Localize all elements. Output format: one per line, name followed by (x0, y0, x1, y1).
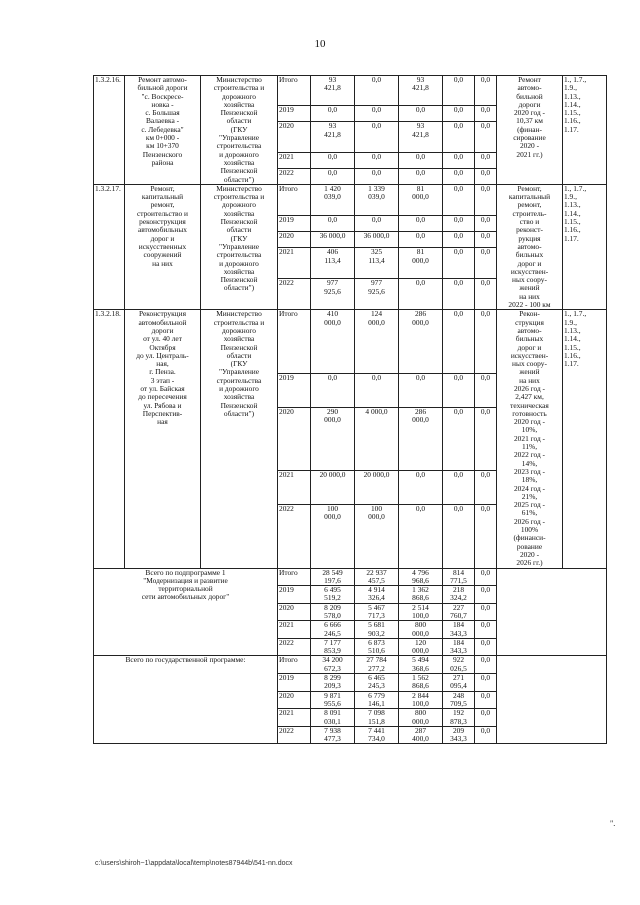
budget-cell: 0,0 (475, 168, 497, 184)
budget-cell: 0,0 (475, 279, 497, 310)
budget-cell: 271 095,4 (443, 674, 475, 692)
budget-cell: 0,0 (475, 76, 497, 106)
budget-cell: 0,0 (443, 122, 475, 152)
budget-cell: 0,0 (475, 621, 497, 639)
total-cell: 28 549 197,6 (311, 568, 355, 586)
item-code: 1.3.2.17. (94, 184, 125, 309)
budget-cell: 81 000,0 (399, 184, 443, 215)
budget-cell: 0,0 (475, 586, 497, 604)
total-cell: 6 495 519,2 (311, 586, 355, 604)
budget-cell: 0,0 (355, 373, 399, 407)
subtotal-row (94, 568, 607, 586)
table-row (94, 184, 607, 215)
budget-cell: 0,0 (399, 471, 443, 505)
total-cell: 0,0 (311, 168, 355, 184)
budget-cell: 0,0 (443, 471, 475, 505)
closing-quote-mark: ". (610, 819, 616, 828)
item-code: 1.3.2.16. (94, 76, 125, 185)
year-cell: 2021 (278, 709, 311, 727)
budget-cell: 0,0 (475, 568, 497, 586)
total-cell: 406 113,4 (311, 248, 355, 279)
year-cell: 2021 (278, 248, 311, 279)
budget-cell: 2 514 100,0 (399, 603, 443, 621)
budget-cell: 27 784 277,2 (355, 656, 399, 674)
year-cell: Итого (278, 656, 311, 674)
year-cell: 2020 (278, 122, 311, 152)
total-cell: 8 299 209,3 (311, 674, 355, 692)
item-name: Ремонт, капитальный ремонт, строительство и реконструкция автомобильных дорог и искусственных сооружений на них (125, 184, 201, 309)
total-cell: 93 421,8 (311, 122, 355, 152)
item-code: 1.3.2.18. (94, 310, 125, 568)
budget-cell: 0,0 (443, 184, 475, 215)
total-cell: 9 871 955,6 (311, 691, 355, 709)
budget-cell: 0,0 (399, 152, 443, 168)
budget-cell: 227 760,7 (443, 603, 475, 621)
budget-cell: 0,0 (443, 248, 475, 279)
year-cell: 2022 (278, 638, 311, 656)
budget-cell: 0,0 (443, 310, 475, 374)
item-name: Ремонт автомо- бильной дороги "с. Воскресе- новка - с. Большая Валаевка - с. Лебедевка" км 0+000 - км 10+370 Пензенского района (125, 76, 201, 185)
year-cell: Итого (278, 76, 311, 106)
budget-cell: 0,0 (475, 215, 497, 231)
total-cell: 8 209 578,0 (311, 603, 355, 621)
table-row (94, 76, 607, 106)
table-row (94, 310, 607, 374)
year-cell: Итого (278, 568, 311, 586)
budget-cell: 0,0 (475, 656, 497, 674)
year-cell: 2020 (278, 232, 311, 248)
budget-cell: 36 000,0 (355, 232, 399, 248)
year-cell: 2019 (278, 106, 311, 122)
budget-cell: 93 421,8 (399, 76, 443, 106)
total-cell: 93 421,8 (311, 76, 355, 106)
budget-cell: 0,0 (443, 152, 475, 168)
budget-cell: 0,0 (475, 603, 497, 621)
total-cell: 7 177 853,9 (311, 638, 355, 656)
budget-cell: 0,0 (399, 504, 443, 568)
budget-cell: 0,0 (475, 691, 497, 709)
budget-cell: 814 771,5 (443, 568, 475, 586)
budget-cell: 0,0 (475, 407, 497, 471)
budget-cell: 0,0 (443, 373, 475, 407)
budget-cell: 0,0 (399, 279, 443, 310)
year-cell: 2021 (278, 152, 311, 168)
year-cell: 2022 (278, 726, 311, 744)
budget-cell: 286 000,0 (399, 407, 443, 471)
total-cell: 6 666 246,5 (311, 621, 355, 639)
total-cell: 0,0 (311, 152, 355, 168)
total-cell: 100 000,0 (311, 504, 355, 568)
budget-cell: 0,0 (355, 168, 399, 184)
budget-cell: 248 709,5 (443, 691, 475, 709)
year-cell: 2022 (278, 279, 311, 310)
budget-cell: 120 000,0 (399, 638, 443, 656)
program-table (93, 75, 607, 744)
budget-cell: 124 000,0 (355, 310, 399, 374)
total-cell: 0,0 (311, 373, 355, 407)
budget-cell: 0,0 (475, 310, 497, 374)
budget-cell: 0,0 (475, 674, 497, 692)
budget-cell: 325 113,4 (355, 248, 399, 279)
budget-cell: 81 000,0 (399, 248, 443, 279)
total-cell: 36 000,0 (311, 232, 355, 248)
year-cell: 2020 (278, 407, 311, 471)
budget-cell: 1 339 039,0 (355, 184, 399, 215)
footer-file-path: c:\users\shiroh~1\appdata\local\temp\notes87944b\541-nn.docx (95, 860, 293, 867)
budget-cell: 4 914 326,4 (355, 586, 399, 604)
item-result: Ремонт, капитальный ремонт, строитель- ство и реконст- рукция автомо- бильных дорог и искусствен- ных соору- жений на них 2022 - 100 км (497, 184, 563, 309)
total-cell: 8 091 030,1 (311, 709, 355, 727)
year-cell: Итого (278, 310, 311, 374)
budget-cell: 6 465 245,3 (355, 674, 399, 692)
budget-cell: 192 878,3 (443, 709, 475, 727)
budget-cell: 0,0 (475, 373, 497, 407)
total-cell: 7 938 477,3 (311, 726, 355, 744)
budget-cell: 6 779 146,1 (355, 691, 399, 709)
budget-cell: 0,0 (443, 279, 475, 310)
budget-cell: 0,0 (475, 248, 497, 279)
subtotal-label: Всего по государственной программе: (94, 656, 278, 744)
budget-cell: 93 421,8 (399, 122, 443, 152)
item-links: 1., 1.7., 1.9., 1.13., 1.14., 1.15., 1.16., 1.17. (563, 76, 607, 185)
budget-cell: 0,0 (475, 709, 497, 727)
budget-cell: 0,0 (475, 471, 497, 505)
budget-cell: 6 873 510,6 (355, 638, 399, 656)
year-cell: 2022 (278, 504, 311, 568)
budget-cell: 218 324,2 (443, 586, 475, 604)
total-cell: 1 420 039,0 (311, 184, 355, 215)
total-cell: 20 000,0 (311, 471, 355, 505)
year-cell: 2019 (278, 373, 311, 407)
year-cell: 2021 (278, 471, 311, 505)
year-cell: 2022 (278, 168, 311, 184)
budget-cell: 0,0 (355, 122, 399, 152)
subtotal-row (94, 656, 607, 674)
budget-cell: 184 343,3 (443, 621, 475, 639)
total-cell: 410 000,0 (311, 310, 355, 374)
budget-cell: 0,0 (443, 168, 475, 184)
budget-cell: 0,0 (399, 106, 443, 122)
budget-cell: 0,0 (475, 726, 497, 744)
empty-cell (497, 656, 607, 744)
item-result: Ремонт автомо- бильной дороги 2020 год - 10,37 км (финан- сирование 2020 - 2021 гг.) (497, 76, 563, 185)
budget-cell: 0,0 (475, 152, 497, 168)
year-cell: 2021 (278, 621, 311, 639)
item-executor: Министерство строительства и дорожного хозяйства Пензенской области (ГКУ "Управление строительства и дорожного хозяйства Пензенской области") (201, 310, 278, 568)
budget-cell: 1 562 868,6 (399, 674, 443, 692)
empty-cell (497, 568, 607, 656)
budget-cell: 5 494 368,6 (399, 656, 443, 674)
budget-cell: 7 098 151,8 (355, 709, 399, 727)
subtotal-label: Всего по подпрограмме 1 "Модернизация и развитие территориальной сети автомобильных дорог" (94, 568, 278, 656)
budget-cell: 100 000,0 (355, 504, 399, 568)
budget-cell: 286 000,0 (399, 310, 443, 374)
item-name: Реконструкция автомобильной дороги от ул. 40 лет Октября до ул. Централь- ная, г. Пенза. 3 этап - от ул. Байская до пересечения ул. Рябова и Перспектив- ная (125, 310, 201, 568)
budget-cell: 287 400,0 (399, 726, 443, 744)
budget-cell: 0,0 (475, 638, 497, 656)
item-executor: Министерство строительства и дорожного хозяйства Пензенской области (ГКУ "Управление строительства и дорожного хозяйства Пензенской области") (201, 76, 278, 185)
budget-cell: 922 026,5 (443, 656, 475, 674)
item-executor: Министерство строительства и дорожного хозяйства Пензенской области (ГКУ "Управление строительства и дорожного хозяйства Пензенской области") (201, 184, 278, 309)
budget-cell: 5 467 717,3 (355, 603, 399, 621)
budget-cell: 7 441 734,0 (355, 726, 399, 744)
budget-cell: 0,0 (399, 373, 443, 407)
budget-cell: 209 343,3 (443, 726, 475, 744)
year-cell: Итого (278, 184, 311, 215)
page-number: 10 (314, 38, 326, 50)
budget-cell: 0,0 (399, 168, 443, 184)
item-links: 1., 1.7., 1.9., 1.13., 1.14., 1.15., 1.16., 1.17. (563, 184, 607, 309)
budget-cell: 0,0 (475, 232, 497, 248)
item-links: 1., 1.7., 1.9., 1.13., 1.14., 1.15., 1.16., 1.17. (563, 310, 607, 568)
budget-cell: 5 681 903,2 (355, 621, 399, 639)
budget-cell: 0,0 (443, 76, 475, 106)
year-cell: 2020 (278, 603, 311, 621)
budget-cell: 0,0 (443, 106, 475, 122)
budget-cell: 1 362 868,6 (399, 586, 443, 604)
budget-cell: 4 000,0 (355, 407, 399, 471)
budget-cell: 0,0 (475, 106, 497, 122)
total-cell: 290 000,0 (311, 407, 355, 471)
total-cell: 34 200 672,3 (311, 656, 355, 674)
item-result: Рекон- струкция автомо- бильных дорог и искусствен- ных соору- жений на них 2026 год - 2,427 км, техническая готовность 2020 год - 10%, 2021 год - 11%, 2022 год - 14%, 2023 год - 18%, 2024 год - 21%, 2025 год - 61%, 2026 год - 100% (финанси- рование 2020 - 2026 гг.) (497, 310, 563, 568)
budget-cell: 4 796 968,6 (399, 568, 443, 586)
total-cell: 977 925,6 (311, 279, 355, 310)
budget-cell: 0,0 (443, 215, 475, 231)
budget-cell: 2 844 100,0 (399, 691, 443, 709)
year-cell: 2019 (278, 674, 311, 692)
budget-cell: 800 000,0 (399, 621, 443, 639)
total-cell: 0,0 (311, 215, 355, 231)
budget-cell: 0,0 (475, 504, 497, 568)
budget-cell: 0,0 (355, 106, 399, 122)
budget-cell: 0,0 (355, 215, 399, 231)
budget-cell: 0,0 (399, 215, 443, 231)
budget-cell: 0,0 (355, 152, 399, 168)
budget-cell: 0,0 (475, 184, 497, 215)
budget-cell: 0,0 (355, 76, 399, 106)
budget-cell: 800 000,0 (399, 709, 443, 727)
year-cell: 2020 (278, 691, 311, 709)
year-cell: 2019 (278, 215, 311, 231)
budget-cell: 0,0 (475, 122, 497, 152)
budget-cell: 0,0 (443, 407, 475, 471)
year-cell: 2019 (278, 586, 311, 604)
budget-cell: 977 925,6 (355, 279, 399, 310)
budget-cell: 20 000,0 (355, 471, 399, 505)
budget-cell: 22 937 457,5 (355, 568, 399, 586)
total-cell: 0,0 (311, 106, 355, 122)
budget-cell: 0,0 (443, 232, 475, 248)
budget-cell: 0,0 (443, 504, 475, 568)
budget-cell: 184 343,3 (443, 638, 475, 656)
budget-cell: 0,0 (399, 232, 443, 248)
